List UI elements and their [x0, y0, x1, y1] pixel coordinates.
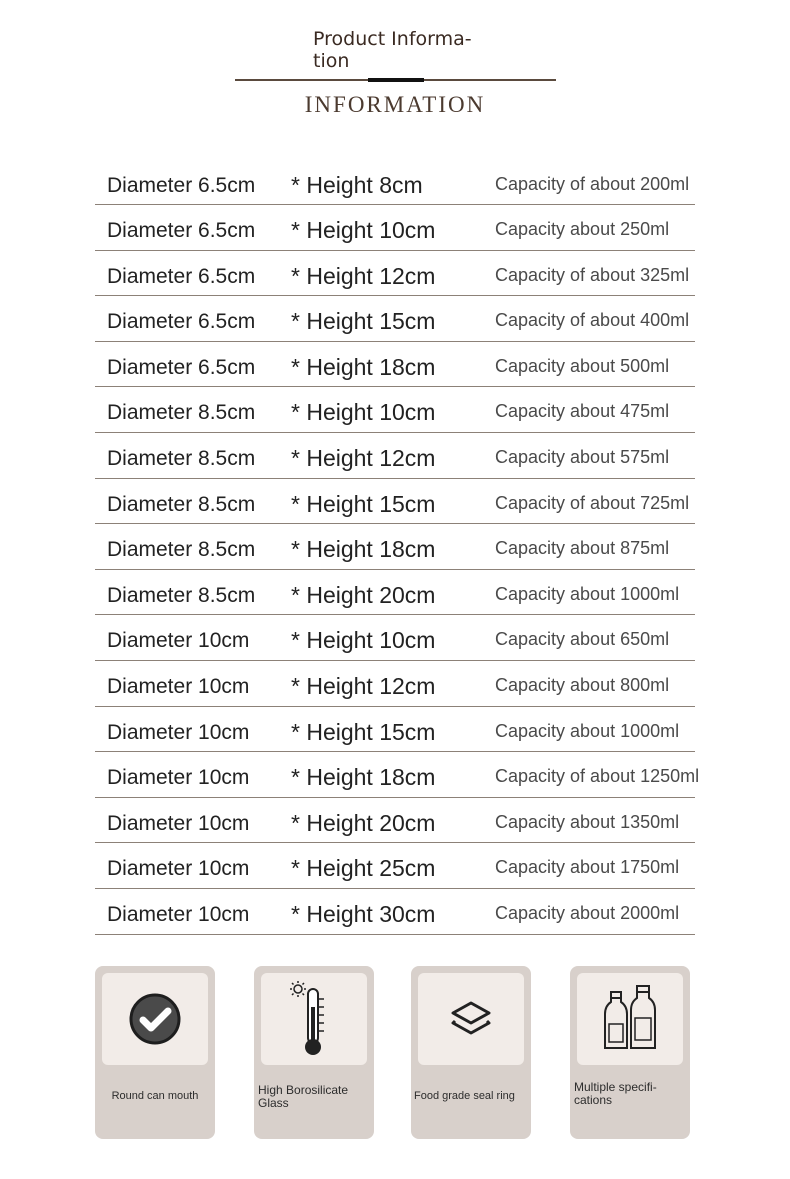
spec-table [95, 160, 700, 935]
spec-height: * Height 10cm [291, 217, 436, 243]
spec-capacity: Capacity of about 400ml [495, 310, 690, 331]
spec-diameter: Diameter 6.5cm [107, 310, 256, 334]
feature-icon-panel [418, 973, 524, 1065]
spec-row [95, 843, 695, 889]
spec-height: * Height 15cm [291, 308, 436, 335]
spec-capacity: Capacity about 800ml [495, 674, 670, 695]
spec-diameter: Diameter 10cm [107, 720, 250, 744]
spec-row [95, 707, 695, 753]
spec-capacity: Capacity of about 325ml [495, 264, 690, 285]
spec-height: * Height 20cm [291, 581, 436, 608]
spec-row [95, 296, 695, 342]
spec-diameter: Diameter 8.5cm [107, 538, 256, 562]
feature-icon-panel [102, 973, 208, 1065]
spec-capacity: Capacity of about 1250ml [495, 766, 700, 787]
spec-diameter: Diameter 8.5cm [107, 401, 256, 425]
spec-capacity: Capacity about 2000ml [495, 902, 680, 923]
spec-height: * Height 18cm [291, 536, 436, 563]
spec-height: * Height 8cm [291, 172, 423, 198]
spec-diameter: Diameter 6.5cm [107, 264, 256, 288]
spec-height: * Height 20cm [291, 809, 436, 836]
spec-height: * Height 10cm [291, 399, 436, 426]
spec-row [95, 433, 695, 479]
feature-icon-panel [577, 973, 683, 1065]
spec-capacity: Capacity of about 200ml [495, 174, 690, 194]
spec-row [95, 160, 695, 205]
header-divider-accent [368, 78, 424, 82]
spec-diameter: Diameter 10cm [107, 857, 250, 881]
spec-height: * Height 15cm [291, 718, 436, 745]
feature-cards [95, 966, 695, 1139]
spec-diameter: Diameter 6.5cm [107, 219, 256, 242]
header-title-line-2: tion [313, 50, 350, 72]
spec-row [95, 889, 695, 935]
spec-capacity: Capacity about 475ml [495, 401, 670, 422]
checkmark-circle-icon [127, 991, 183, 1047]
feature-label-line-2: cations [574, 1093, 613, 1107]
feature-label: Food grade seal ring [414, 1090, 515, 1102]
spec-row [95, 342, 695, 388]
spec-height: * Height 10cm [291, 627, 436, 654]
spec-capacity: Capacity about 1000ml [495, 720, 680, 741]
spec-row [95, 752, 700, 798]
spec-capacity: Capacity about 1350ml [495, 811, 680, 832]
spec-diameter: Diameter 8.5cm [107, 492, 256, 516]
spec-diameter: Diameter 8.5cm [107, 583, 256, 607]
spec-row [95, 251, 695, 297]
spec-diameter: Diameter 10cm [107, 902, 250, 926]
feature-card-round-mouth [95, 966, 215, 1139]
spec-height: * Height 12cm [291, 672, 436, 699]
spec-diameter: Diameter 10cm [107, 629, 250, 653]
spec-capacity: Capacity about 1000ml [495, 583, 680, 604]
spec-row [95, 615, 695, 661]
spec-height: * Height 12cm [291, 262, 436, 289]
spec-height: * Height 30cm [291, 900, 436, 927]
spec-row [95, 524, 695, 570]
spec-row [95, 479, 695, 525]
feature-label [574, 1081, 686, 1107]
bottles-icon [600, 984, 660, 1054]
feature-label: Round can mouth [111, 1090, 199, 1102]
spec-height: * Height 15cm [291, 490, 436, 517]
spec-diameter: Diameter 6.5cm [107, 355, 256, 379]
feature-card-multiple-specs [570, 966, 690, 1139]
feature-label [258, 1084, 370, 1110]
feature-card-seal-ring [411, 966, 531, 1139]
spec-row [95, 570, 695, 616]
spec-height: * Height 25cm [291, 855, 436, 882]
spec-diameter: Diameter 10cm [107, 766, 250, 790]
spec-diameter: Diameter 10cm [107, 811, 250, 835]
spec-diameter: Diameter 6.5cm [107, 174, 256, 197]
feature-label-line-1: Multiple specifi- [574, 1080, 657, 1094]
feature-icon-panel [261, 973, 367, 1065]
section-heading: INFORMATION [304, 92, 486, 117]
spec-capacity: Capacity about 250ml [495, 219, 670, 239]
spec-row [95, 387, 695, 433]
spec-capacity: Capacity about 1750ml [495, 857, 680, 878]
header-title-line-1: Product Informa- [313, 28, 472, 50]
feature-label-line-2: Glass [258, 1096, 289, 1110]
spec-diameter: Diameter 8.5cm [107, 446, 256, 470]
spec-capacity: Capacity about 650ml [495, 629, 670, 650]
spec-height: * Height 18cm [291, 353, 436, 380]
spec-capacity: Capacity about 575ml [495, 446, 670, 467]
spec-capacity: Capacity about 500ml [495, 355, 670, 376]
feature-card-borosilicate [254, 966, 374, 1139]
spec-row [95, 205, 695, 251]
spec-capacity: Capacity of about 725ml [495, 492, 690, 513]
feature-label-line-1: High Borosilicate [258, 1083, 349, 1097]
spec-row [95, 798, 695, 844]
header-title [313, 28, 493, 72]
spec-diameter: Diameter 10cm [107, 674, 250, 698]
layers-icon [446, 997, 496, 1041]
thermometer-icon [286, 979, 342, 1059]
spec-height: * Height 18cm [291, 764, 436, 791]
spec-height: * Height 12cm [291, 444, 436, 471]
spec-capacity: Capacity about 875ml [495, 538, 670, 559]
spec-row [95, 661, 695, 707]
